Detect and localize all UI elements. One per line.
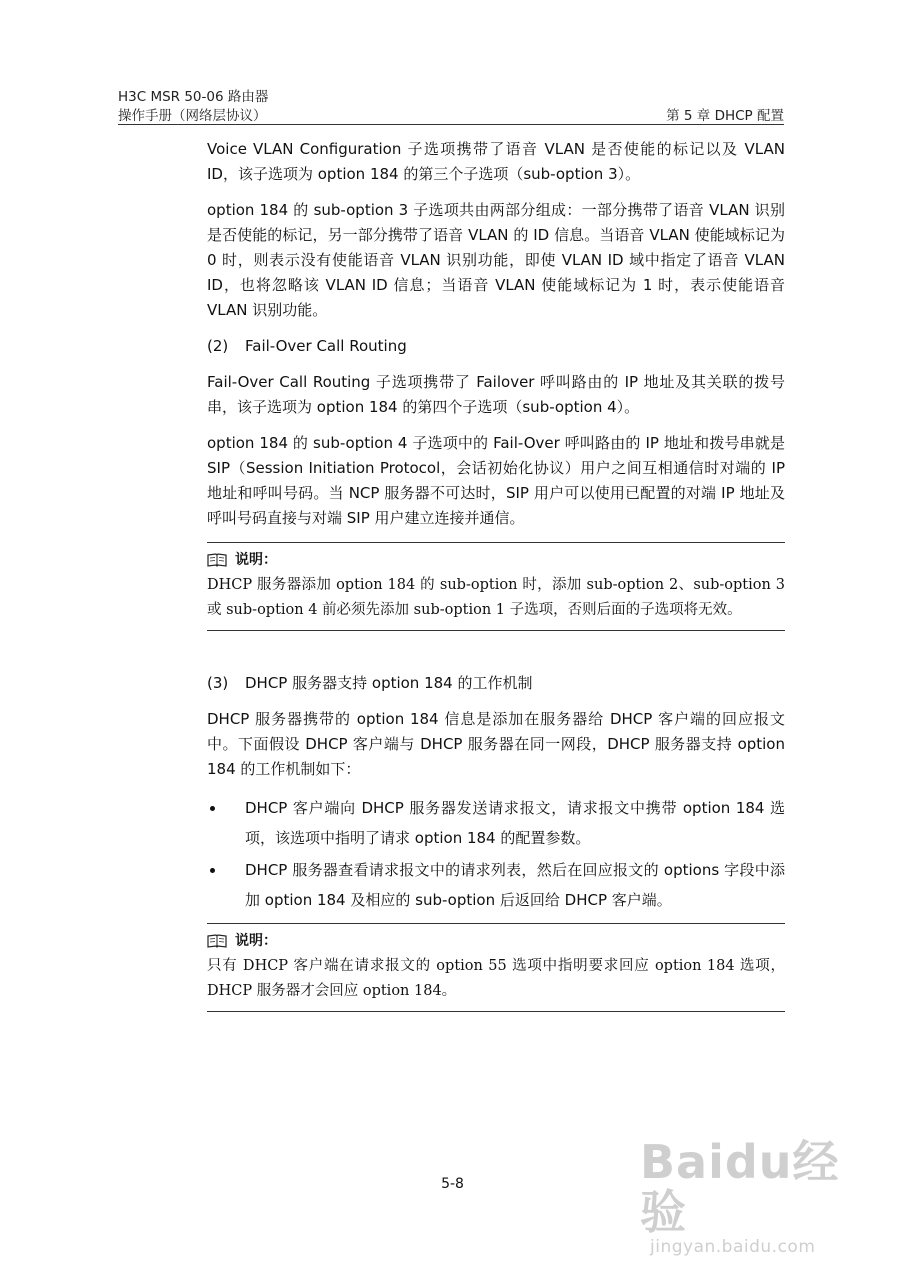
paragraph-fail-over: Fail-Over Call Routing 子选项携带了 Failover 呼叫路由的 IP 地址及其关联的拨号串，该子选项为 option 184 的第四个子选项（sub-option 4）。 xyxy=(207,373,785,416)
paragraph-sub-option-4: option 184 的 sub-option 4 子选项中的 Fail-Over 呼叫路由的 IP 地址和拨号串就是 SIP（Session Initiation Protocol，会话初始化协议）用户之间互相通信时对端的 IP 地址和呼叫号码。当 NCP 服务器不可达时，SIP 用户可以使用已配置的对端 IP 地址及呼叫号码直接与对端 SIP 用户建立连接并通信。 xyxy=(207,434,785,527)
note-header xyxy=(207,549,785,571)
note-box xyxy=(207,923,785,1012)
note-text: 只有 DHCP 客户端在请求报文的 option 55 选项中指明要求回应 option 184 选项，DHCP 服务器才会回应 option 184。 xyxy=(207,958,785,999)
section-title: DHCP 服务器支持 option 184 的工作机制 xyxy=(245,674,533,692)
section-number: (2) xyxy=(207,337,229,355)
book-icon xyxy=(207,553,227,567)
paragraph-voice-vlan: Voice VLAN Configuration 子选项携带了语音 VLAN 是否使能的标记以及 VLAN ID，该子选项为 option 184 的第三个子选项（sub-option 3）。 xyxy=(207,140,785,183)
section-heading-2 xyxy=(207,334,785,359)
page-number: 5-8 xyxy=(441,1176,464,1192)
baidu-watermark xyxy=(640,1137,840,1257)
list-item: DHCP 客户端向 DHCP 服务器发送请求报文，请求报文中携带 option 184 选项，该选项中指明了请求 option 184 的配置参数。 xyxy=(207,793,785,853)
bullet-list xyxy=(207,793,785,915)
paragraph-sub-option-3: option 184 的 sub-option 3 子选项共由两部分组成：一部分携带了语音 VLAN 识别是否使能的标记，另一部分携带了语音 VLAN 的 ID 信息。当语音 VLAN 使能域标记为 0 时，则表示没有使能语音 VLAN 识别功能，即使 VLAN ID 域中指定了语音 VLAN ID，也将忽略该 VLAN ID 信息；当语音 VLAN 使能域标记为 1 时，表示使能语音 VLAN 识别功能。 xyxy=(207,201,785,319)
section-title: Fail-Over Call Routing xyxy=(245,337,407,355)
note-title: 说明： xyxy=(235,933,277,949)
header-product: H3C MSR 50-06 路由器 xyxy=(118,89,269,105)
paragraph-mechanism: DHCP 服务器携带的 option 184 信息是添加在服务器给 DHCP 客户端的回应报文中。下面假设 DHCP 客户端与 DHCP 服务器在同一网段，DHCP 服务器支持 option 184 的工作机制如下： xyxy=(207,710,785,778)
header-rule xyxy=(118,124,784,125)
watermark-logo: Baidu经验 xyxy=(640,1135,840,1239)
section-heading-3 xyxy=(207,671,785,696)
page-content xyxy=(207,137,785,1026)
note-box xyxy=(207,542,785,631)
section-number: (3) xyxy=(207,674,229,692)
note-text: DHCP 服务器添加 option 184 的 sub-option 时，添加 sub-option 2、sub-option 3 或 sub-option 4 前必须先添加 sub-option 1 子选项，否则后面的子选项将无效。 xyxy=(207,577,785,618)
book-icon xyxy=(207,934,227,948)
header-manual: 操作手册（网络层协议） xyxy=(118,108,267,124)
list-item: DHCP 服务器查看请求报文中的请求列表，然后在回应报文的 options 字段中添加 option 184 及相应的 sub-option 后返回给 DHCP 客户端。 xyxy=(207,855,785,915)
watermark-url: jingyan.baidu.com xyxy=(650,1237,816,1257)
header-chapter: 第 5 章 DHCP 配置 xyxy=(666,108,784,124)
note-title: 说明： xyxy=(235,552,277,568)
note-header xyxy=(207,930,785,952)
